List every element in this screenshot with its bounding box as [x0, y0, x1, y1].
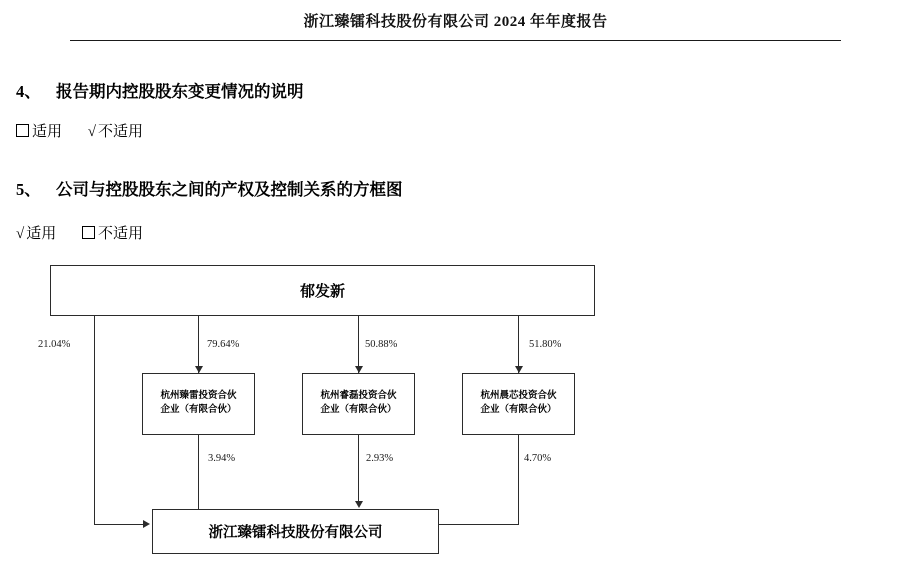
section-5-heading: [16, 176, 403, 200]
edge-arrow-left: [143, 520, 150, 528]
edge-label-21: 21.04%: [38, 339, 71, 350]
ownership-structure-diagram: [0, 255, 911, 567]
edge-label-470: 4.70%: [524, 453, 552, 464]
section-4-applicable-option[interactable]: [16, 120, 62, 141]
section-4-heading: [16, 78, 304, 102]
node-3-line1: 杭州晨芯投资合伙: [480, 391, 557, 402]
section-4-title: 报告期内控股股东变更情况的说明: [56, 82, 304, 101]
edge-label-79: 79.64%: [207, 339, 240, 350]
diagram-node-partnership-2: [302, 373, 415, 435]
section-5-applicable-label: 适用: [26, 226, 57, 242]
page-header: 浙江臻镭科技股份有限公司 2024 年年度报告: [303, 14, 608, 30]
section-5-applicability: [16, 222, 165, 243]
edge-arrow-mid1-top: [195, 366, 203, 373]
section-5-applicable-option[interactable]: [16, 222, 56, 243]
node-1-line2: 企业（有限合伙）: [160, 405, 237, 415]
section-4-applicability: [16, 120, 165, 141]
section-5-not-applicable-label: 不适用: [98, 226, 144, 242]
edge-label-51: 51.80%: [529, 339, 562, 350]
node-1-line1: 杭州臻雷投资合伙: [160, 391, 237, 402]
section-5-title: 公司与控股股东之间的产权及控制关系的方框图: [56, 180, 403, 199]
edge-line-left-vertical: [94, 316, 95, 524]
edge-line-mid3-bottom: [518, 435, 519, 524]
section-5-not-applicable-option[interactable]: [82, 222, 143, 243]
checkbox-unchecked-icon[interactable]: [16, 124, 29, 137]
header-divider: [70, 40, 841, 41]
section-4-not-applicable-option[interactable]: [88, 120, 143, 141]
edge-arrow-mid2-top: [355, 366, 363, 373]
edge-label-50: 50.88%: [365, 339, 398, 350]
diagram-node-top: 郁发新: [50, 265, 595, 316]
edge-line-mid2-bottom: [358, 435, 359, 503]
section-4-not-applicable-label: 不适用: [98, 124, 144, 140]
edge-line-mid2-top: [358, 316, 359, 373]
node-2-line2: 企业（有限合伙）: [320, 405, 397, 415]
checkmark-icon: √: [87, 124, 96, 140]
diagram-node-partnership-1: [142, 373, 255, 435]
edge-arrow-mid2-bottom: [355, 501, 363, 508]
edge-arrow-mid3-top: [515, 366, 523, 373]
edge-line-left-horizontal: [94, 524, 144, 525]
diagram-node-partnership-3: [462, 373, 575, 435]
edge-label-293: 2.93%: [366, 453, 394, 464]
checkmark-icon: √: [16, 226, 25, 242]
section-4-applicable-label: 适用: [32, 124, 63, 140]
checkbox-unchecked-icon[interactable]: [82, 226, 95, 239]
edge-line-mid3-top: [518, 316, 519, 373]
section-5-number: 5、: [16, 180, 41, 199]
edge-line-mid1-top: [198, 316, 199, 373]
node-3-line2: 企业（有限合伙）: [480, 405, 557, 415]
diagram-node-company: 浙江臻镭科技股份有限公司: [152, 509, 439, 554]
node-2-line1: 杭州睿磊投资合伙: [320, 391, 397, 402]
section-4-number: 4、: [16, 82, 41, 101]
edge-label-394: 3.94%: [208, 453, 236, 464]
